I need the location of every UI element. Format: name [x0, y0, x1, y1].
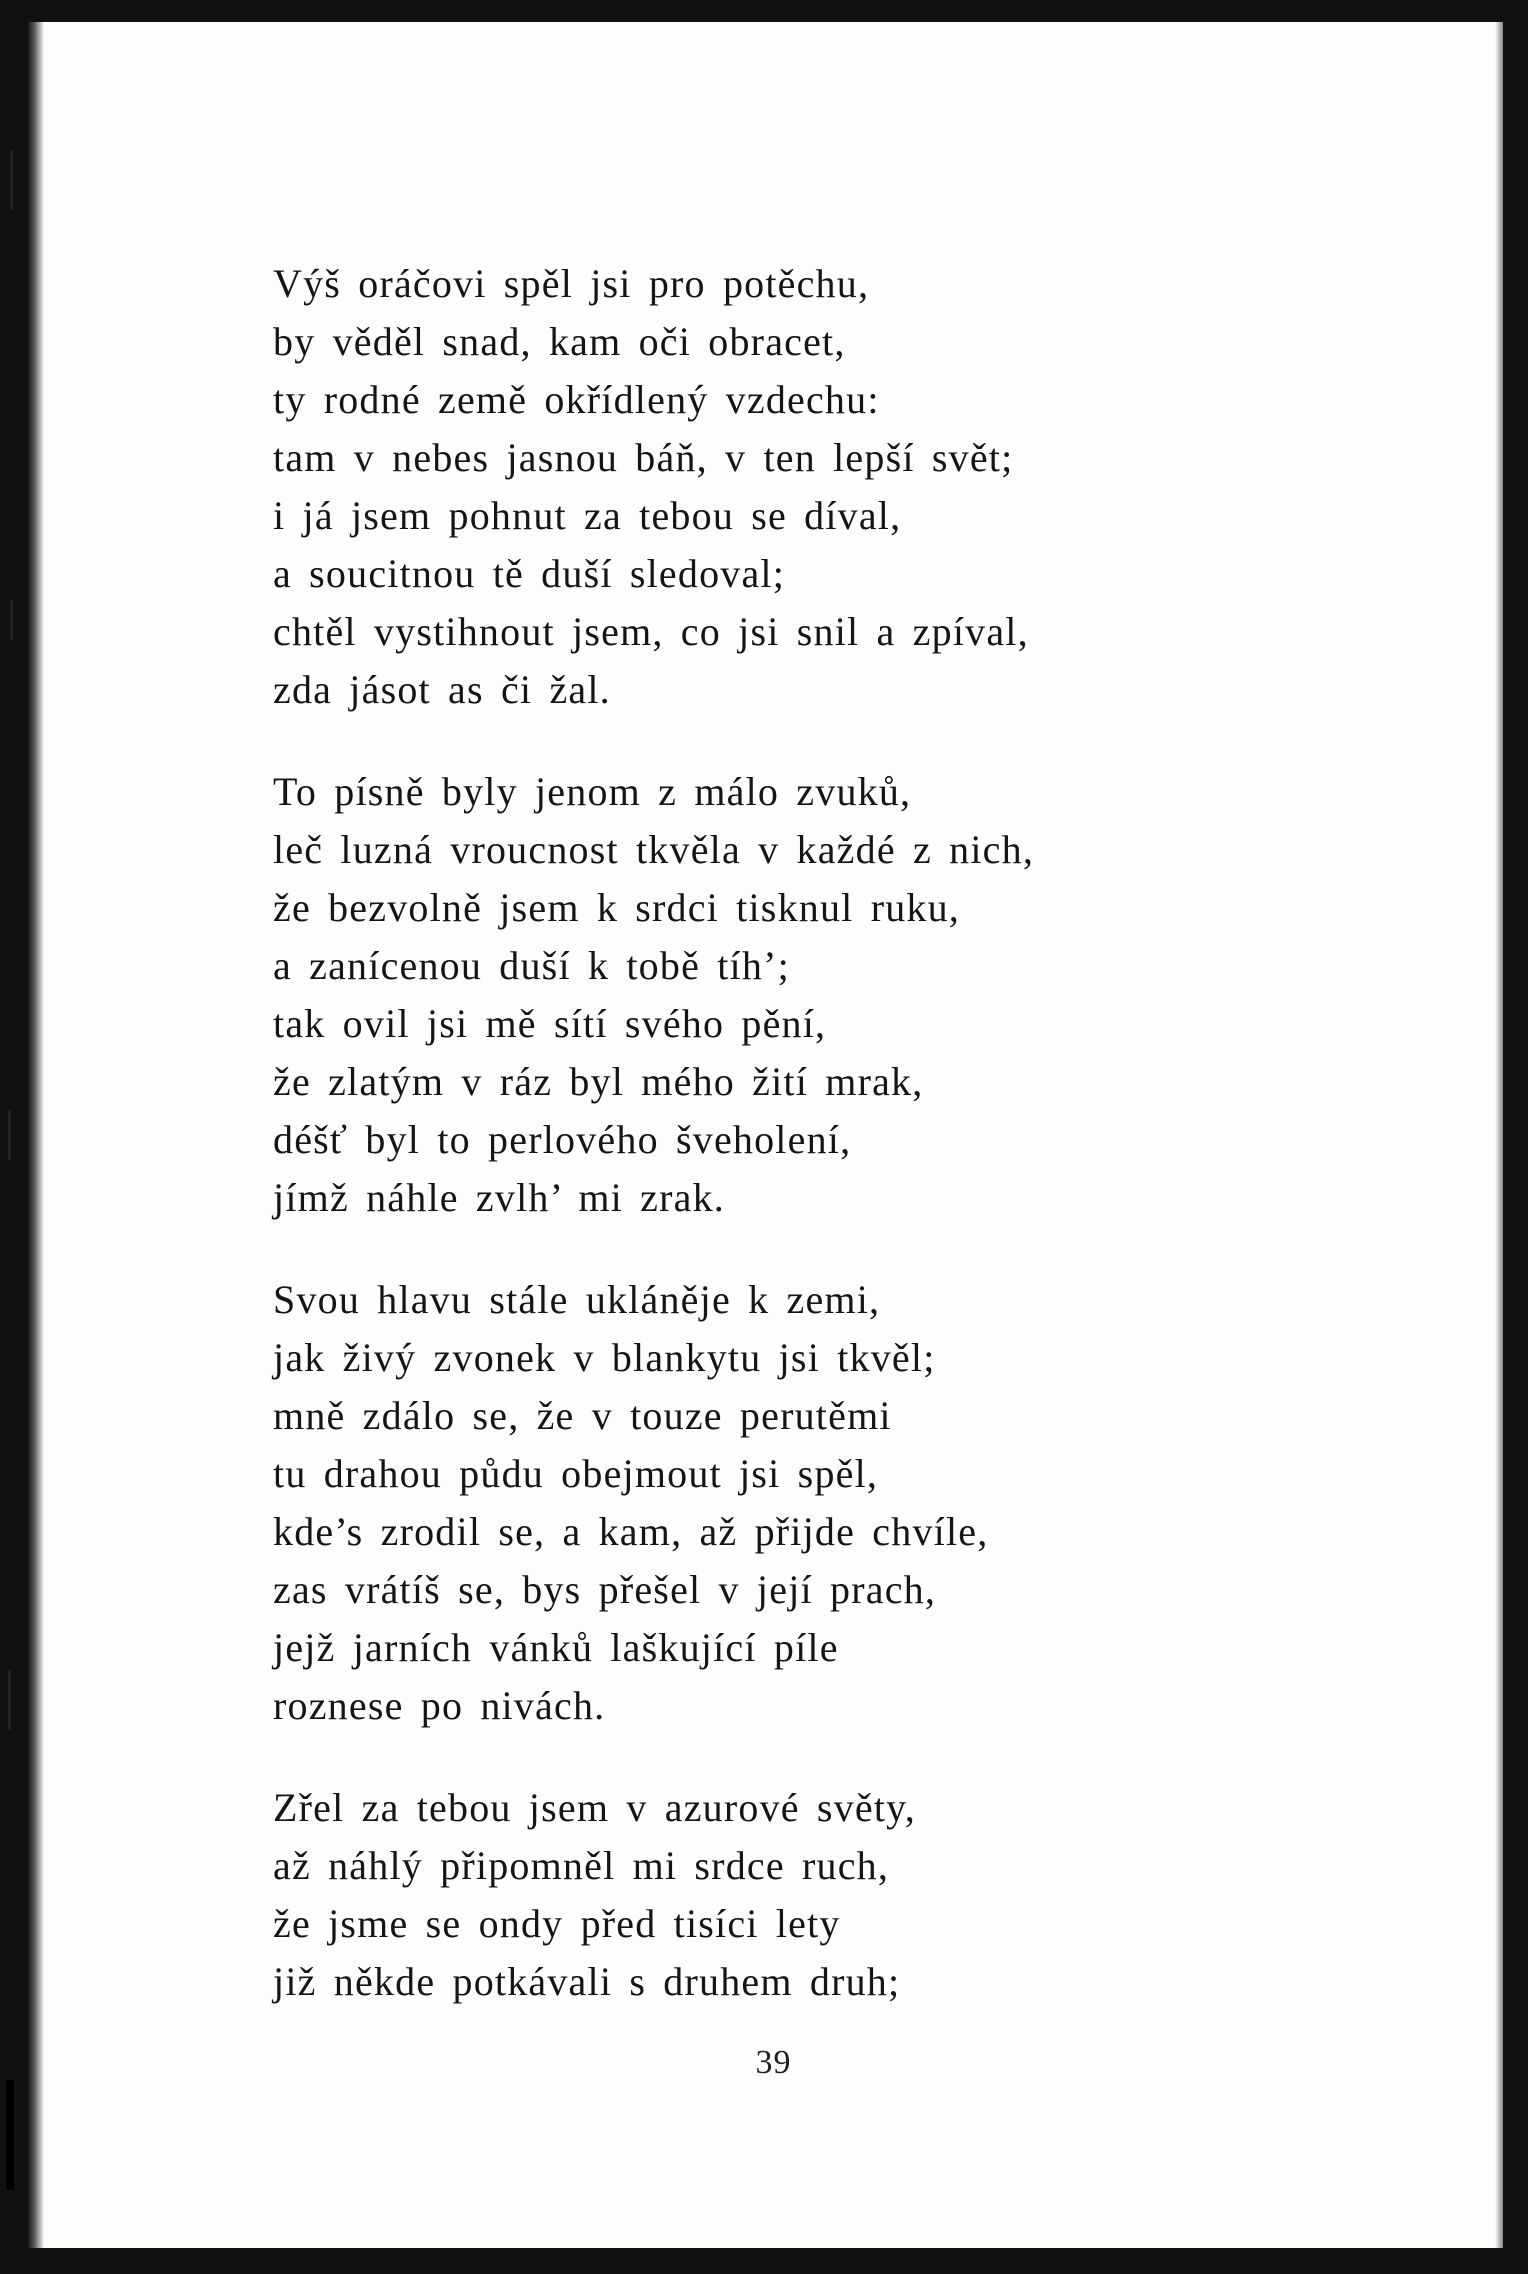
- binding-mark: [8, 1110, 11, 1160]
- book-page: [44, 22, 1503, 2248]
- verse-line: i já jsem pohnut za tebou se díval,: [273, 493, 902, 538]
- poem-text: [273, 255, 1473, 2055]
- stanza-4: [273, 1779, 1473, 2011]
- verse-line: a zanícenou duší k tobě tíh’;: [273, 943, 790, 988]
- verse-line: jak živý zvonek v blankytu jsi tkvěl;: [273, 1335, 936, 1380]
- verse-line: že bezvolně jsem k srdci tisknul ruku,: [273, 885, 961, 930]
- verse-line: jejž jarních vánků laškující píle: [273, 1625, 839, 1670]
- verse-line: jímž náhle zvlh’ mi zrak.: [273, 1175, 725, 1220]
- verse-line: Zřel za tebou jsem v azurové světy,: [273, 1785, 916, 1830]
- stanza-1: [273, 255, 1473, 719]
- page-edge-shadow-left: [28, 22, 44, 2248]
- page-edge-shadow-right: [1495, 22, 1503, 2248]
- verse-line: To písně byly jenom z málo zvuků,: [273, 769, 912, 814]
- verse-line: zas vrátíš se, bys přešel v její prach,: [273, 1567, 937, 1612]
- verse-line: že zlatým v ráz byl mého žití mrak,: [273, 1059, 924, 1104]
- binding-mark: [10, 150, 13, 210]
- binding-mark: [8, 1670, 11, 1730]
- verse-line: již někde potkávali s druhem druh;: [273, 1959, 901, 2004]
- verse-line: ty rodné země okřídlený vzdechu:: [273, 377, 880, 422]
- verse-line: tam v nebes jasnou báň, v ten lepší svět;: [273, 435, 1014, 480]
- verse-line: zda jásot as či žal.: [273, 667, 611, 712]
- verse-line: kde’s zrodil se, a kam, až přijde chvíle,: [273, 1509, 989, 1554]
- binding-mark: [6, 2080, 14, 2190]
- verse-line: že jsme se ondy před tisíci lety: [273, 1901, 841, 1946]
- verse-line: roznese po nivách.: [273, 1683, 606, 1728]
- verse-line: leč luzná vroucnost tkvěla v každé z nich,: [273, 827, 1035, 872]
- verse-line: tak ovil jsi mě sítí svého pění,: [273, 1001, 827, 1046]
- verse-line: mně zdálo se, že v touze perutěmi: [273, 1393, 892, 1438]
- stanza-3: [273, 1271, 1473, 1735]
- stanza-2: [273, 763, 1473, 1227]
- verse-line: déšť byl to perlového šveholení,: [273, 1117, 852, 1162]
- verse-line: Výš oráčovi spěl jsi pro potěchu,: [273, 261, 870, 306]
- page-number: 39: [755, 2044, 792, 2081]
- verse-line: by věděl snad, kam oči obracet,: [273, 319, 846, 364]
- verse-line: chtěl vystihnout jsem, co jsi snil a zpíval,: [273, 609, 1029, 654]
- verse-line: a soucitnou tě duší sledoval;: [273, 551, 786, 596]
- verse-line: Svou hlavu stále ukláněje k zemi,: [273, 1277, 881, 1322]
- binding-mark: [10, 600, 13, 640]
- verse-line: až náhlý připomněl mi srdce ruch,: [273, 1843, 890, 1888]
- verse-line: tu drahou půdu obejmout jsi spěl,: [273, 1451, 879, 1496]
